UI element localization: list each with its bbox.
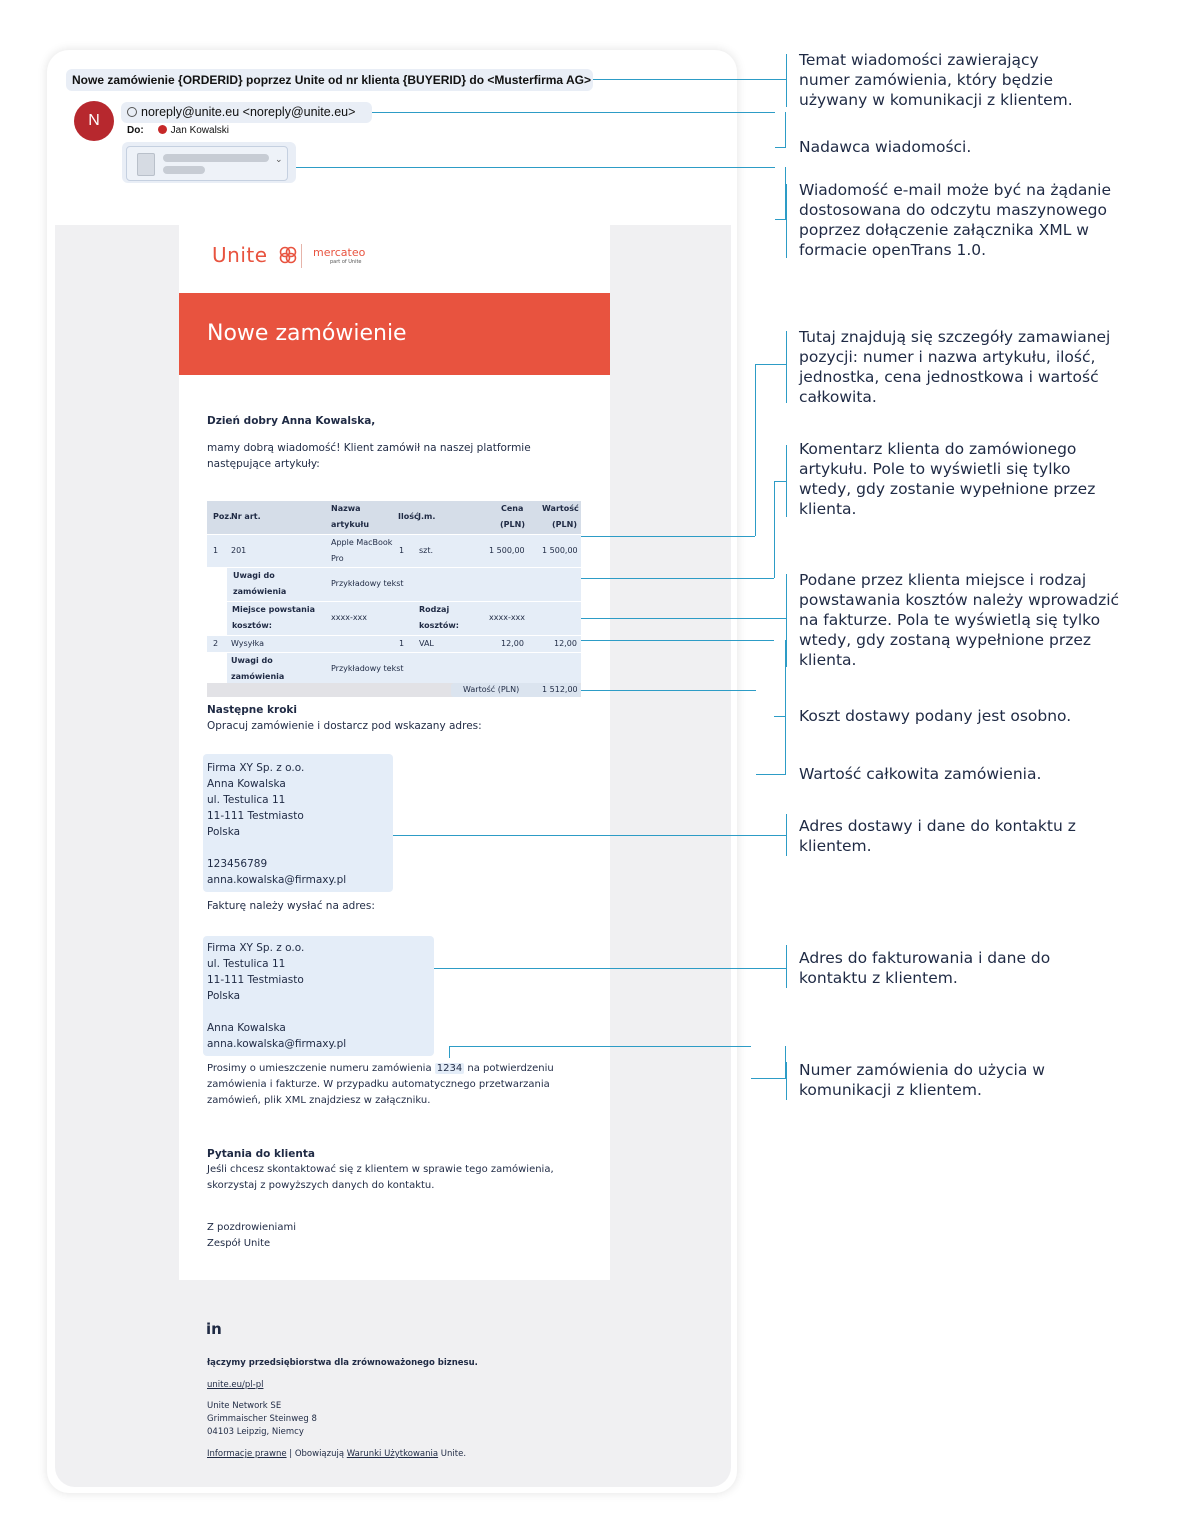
- delivery-phone: 123456789: [207, 858, 268, 870]
- header-jm: J.m.: [418, 512, 436, 521]
- bracket-line: [786, 1062, 787, 1100]
- uwagi2-value: Przykładowy tekst: [331, 664, 404, 673]
- table-total: [207, 683, 581, 697]
- leader-line: [581, 578, 774, 579]
- bracket-line: [786, 445, 787, 517]
- leader-line: [581, 618, 786, 619]
- header-wartosc-1: Wartość: [542, 504, 579, 513]
- invoice-line: ul. Testulica 11: [207, 958, 286, 970]
- leader-line: [581, 640, 774, 641]
- table-row-uwagi: [207, 653, 581, 685]
- legal-end: Unite.: [438, 1449, 467, 1459]
- annotation-line: dostosowana do odczytu maszynowego: [799, 201, 1107, 219]
- delivery-line: Polska: [207, 826, 241, 838]
- header-ilosc: Ilość: [398, 512, 419, 521]
- annotation-line: Numer zamówienia do użycia w: [799, 1061, 1045, 1079]
- bracket-line: [786, 54, 787, 107]
- uwagi1-label-2: zamówienia: [233, 587, 287, 596]
- bracket-line: [786, 814, 787, 856]
- banner: [179, 293, 610, 375]
- bracket-line: [775, 167, 786, 220]
- koszty-miejsce-value: xxxx-xxx: [331, 613, 368, 622]
- row1-nazwa-1: Apple MacBook: [331, 538, 393, 547]
- uwagi2-label-2: zamówienia: [231, 672, 285, 681]
- row2-cena: 12,00: [501, 639, 524, 648]
- invoice-email[interactable]: anna.kowalska@firmaxy.pl: [207, 1038, 347, 1050]
- annotation-line: komunikacji z klientem.: [799, 1081, 982, 1099]
- annotation-line: Adres do fakturowania i dane do: [799, 949, 1051, 967]
- annotation-comment: [799, 439, 1095, 519]
- annotation-line: kontaktu z klientem.: [799, 969, 958, 987]
- attachment-chip[interactable]: [126, 146, 288, 181]
- intro-text: mamy dobrą wiadomość! Klient zamówił na naszej platformie następujące artykuły:: [207, 442, 531, 470]
- footer-tagline: łączymy przedsiębiorstwa dla zrównoważonego biznesu.: [207, 1358, 478, 1368]
- koszty-rodzaj-2: kosztów:: [419, 621, 459, 630]
- annotation-line: artykułu. Pole to wyświetli się tylko: [799, 460, 1071, 478]
- uwagi1-label-1: Uwagi do: [233, 571, 275, 580]
- table-header: [207, 501, 581, 534]
- total-value: 1 512,00: [542, 685, 578, 694]
- leader-line: [755, 364, 756, 536]
- leader-line: [296, 167, 775, 168]
- leader-line: [449, 1046, 751, 1047]
- annotation-line: klienta.: [799, 651, 857, 669]
- delivery-address: [207, 760, 346, 888]
- footer-url-link[interactable]: unite.eu/pl-pl: [207, 1380, 264, 1390]
- chevron-down-icon[interactable]: ⌄: [275, 155, 283, 165]
- koszty-rodzaj-value: xxxx-xxx: [489, 613, 526, 622]
- annotation-item: [799, 327, 1110, 407]
- unite-logo-text: Unite: [212, 243, 268, 267]
- annotation-line: Wiadomość e-mail może być na żądanie: [799, 181, 1112, 199]
- table-row: [207, 535, 581, 567]
- delivery-line: ul. Testulica 11: [207, 794, 286, 806]
- leader-line: [581, 536, 755, 537]
- total-label: Wartość (PLN): [463, 685, 520, 694]
- annotation-subject: [799, 50, 1073, 110]
- unite-logo: [212, 243, 298, 267]
- header-nazwa-1: Nazwa: [331, 504, 361, 513]
- annotation-line: wtedy, gdy zostaną wypełnione przez: [799, 631, 1092, 649]
- mercateo-logo: mercateo: [313, 246, 366, 259]
- presence-dot-icon: [158, 125, 167, 134]
- annotation-line: Tutaj znajdują się szczegóły zamawianej: [799, 328, 1111, 346]
- row1-nazwa-2: Pro: [331, 554, 344, 563]
- footer-street: Grimmaischer Steinweg 8: [207, 1414, 317, 1424]
- leader-line: [774, 481, 786, 482]
- row2-wartosc: 12,00: [554, 639, 577, 648]
- header-nazwa-2: artykułu: [331, 520, 370, 529]
- row1-wartosc: 1 500,00: [542, 546, 578, 555]
- footer-city: 04103 Leipzig, Niemcy: [207, 1427, 304, 1437]
- header-cena-2: (PLN): [500, 520, 525, 529]
- invoice-line: Firma XY Sp. z o.o.: [207, 942, 305, 954]
- leader-line: [774, 481, 775, 578]
- annotation-line: Koszt dostawy podany jest osobno.: [799, 707, 1072, 725]
- annotation-line: wtedy, gdy zostanie wypełnione przez: [799, 480, 1096, 498]
- leader-line: [581, 690, 756, 691]
- header-cena-1: Cena: [501, 504, 524, 513]
- annotation-line: pozycji: numer i nazwa artykułu, ilość,: [799, 348, 1096, 366]
- annotation-order-number: [799, 1060, 1045, 1100]
- annotation-line: Nadawca wiadomości.: [799, 138, 972, 156]
- questions-line: Jeśli chcesz skontaktować się z klientem w sprawie tego zamówienia,: [207, 1164, 554, 1175]
- linkedin-icon[interactable]: in: [206, 1320, 222, 1338]
- attachment[interactable]: [122, 142, 296, 183]
- next-steps-text: Opracuj zamówienie i dostarcz pod wskazany adres:: [207, 720, 482, 732]
- order-note: [207, 1061, 554, 1109]
- closing-signature: Zespół Unite: [207, 1238, 271, 1249]
- delivery-line: 11-111 Testmiasto: [207, 810, 304, 822]
- questions-title: Pytania do klienta: [207, 1148, 315, 1160]
- annotation-costs: [799, 570, 1119, 670]
- bracket-line: [775, 112, 786, 148]
- invoice-contact-name: Anna Kowalska: [207, 1022, 286, 1034]
- annotation-line: formacie openTrans 1.0.: [799, 241, 987, 259]
- next-steps-title: Następne kroki: [207, 704, 297, 716]
- leader-line: [372, 112, 775, 113]
- annotation-line: jednostka, cena jednostkowa i wartość: [799, 368, 1099, 386]
- bracket-line: [786, 331, 787, 403]
- order-note-text-2: na potwierdzeniu: [464, 1063, 554, 1074]
- invoice-line: 11-111 Testmiasto: [207, 974, 304, 986]
- attachment-name-placeholder: [163, 154, 269, 162]
- annotation-line: całkowita.: [799, 388, 877, 406]
- terms-link[interactable]: Warunki Użytkowania: [346, 1449, 439, 1459]
- leader-line: [593, 79, 786, 80]
- header-poz: Poz.: [213, 512, 233, 521]
- row1-ilosc: 1: [399, 546, 405, 555]
- annotation-line: Temat wiadomości zawierający: [799, 51, 1039, 69]
- order-note-line: zamówienia i fakturze. W przypadku automatycznego przetwarzania: [207, 1079, 550, 1090]
- bracket-line: [786, 184, 787, 258]
- annotation-shipping: [799, 706, 1071, 726]
- delivery-email[interactable]: anna.kowalska@firmaxy.pl: [207, 874, 347, 886]
- table-row-uwagi: [207, 568, 581, 601]
- order-note-line: zamówień, plik XML znajdziesz w załączniku.: [207, 1095, 431, 1106]
- leader-line: [449, 1046, 450, 1058]
- row1-cena: 1 500,00: [489, 546, 525, 555]
- attachment-size-placeholder: [163, 166, 205, 174]
- annotation-line: numer zamówienia, który będzie: [799, 71, 1054, 89]
- unite-logo-icon: [278, 245, 298, 265]
- sender-text: noreply@unite.eu <noreply@unite.eu>: [141, 105, 356, 119]
- uwagi2-label-1: Uwagi do: [231, 656, 273, 665]
- annotation-line: Adres dostawy i dane do kontaktu z: [799, 817, 1076, 835]
- closing: [207, 1220, 296, 1252]
- row1-jm: szt.: [419, 546, 434, 555]
- legal-link[interactable]: Informacje prawne: [207, 1449, 287, 1459]
- annotation-line: klienta.: [799, 500, 857, 518]
- row2-jm: VAL: [419, 639, 434, 648]
- mercateo-logo-sub: part of Unite: [330, 259, 362, 265]
- greeting: Dzień dobry Anna Kowalska,: [207, 415, 376, 427]
- bracket-line: [756, 690, 786, 775]
- recipient-line: [127, 125, 229, 136]
- leader-line: [755, 364, 786, 365]
- bracket-line: [751, 1046, 786, 1079]
- row2-nr: Wysyłka: [231, 639, 265, 648]
- questions-text: [207, 1162, 554, 1194]
- sender-address[interactable]: [121, 102, 372, 123]
- annotation-line: na fakturze. Pola te wyświetlą się tylko: [799, 611, 1101, 629]
- status-ring-icon: [127, 107, 137, 117]
- uwagi1-value: Przykładowy tekst: [331, 579, 404, 588]
- table-row: [207, 636, 581, 652]
- sender-avatar[interactable]: N: [74, 101, 114, 141]
- delivery-line: Anna Kowalska: [207, 778, 286, 790]
- invoice-line: [207, 1004, 346, 1020]
- annotation-attachment: [799, 180, 1111, 260]
- email-subject: Nowe zamówienie {ORDERID} poprzez Unite od nr klienta {BUYERID} do <Musterfirma AG>: [66, 69, 593, 91]
- footer-address: [207, 1400, 317, 1439]
- bracket-line: [786, 945, 787, 988]
- recipient-name[interactable]: Jan Kowalski: [170, 125, 230, 136]
- koszty-rodzaj-1: Rodzaj: [419, 605, 450, 614]
- footer-company: Unite Network SE: [207, 1401, 282, 1411]
- annotation-delivery: [799, 816, 1076, 856]
- invoice-line: Polska: [207, 990, 241, 1002]
- annotation-line: używany w komunikacji z klientem.: [799, 91, 1073, 109]
- row2-ilosc: 1: [399, 639, 405, 648]
- file-icon: [137, 153, 155, 176]
- annotation-line: Podane przez klienta miejsce i rodzaj: [799, 571, 1087, 589]
- logo-divider: [301, 244, 302, 268]
- legal-separator: | Obowiązują: [286, 1449, 347, 1459]
- bracket-line: [786, 574, 787, 667]
- table-row-koszty: [207, 602, 581, 635]
- banner-title: Nowe zamówienie: [207, 321, 407, 346]
- annotation-line: Komentarz klienta do zamówionego: [799, 440, 1077, 458]
- email-content: [179, 225, 610, 1280]
- annotation-line: klientem.: [799, 837, 872, 855]
- invoice-address: [207, 940, 346, 1052]
- annotation-invoice: [799, 948, 1050, 988]
- questions-line: skorzystaj z powyższych danych do kontaktu.: [207, 1180, 435, 1191]
- header-nr: Nr art.: [231, 512, 261, 521]
- row1-nr: 201: [231, 546, 247, 555]
- annotation-total: [799, 764, 1041, 784]
- annotation-sender: [799, 137, 971, 157]
- order-number: 1234: [436, 1063, 463, 1074]
- delivery-line: Firma XY Sp. z o.o.: [207, 762, 305, 774]
- to-label: Do:: [127, 125, 144, 136]
- koszty-miejsce-2: kosztów:: [232, 621, 272, 630]
- row1-poz: 1: [213, 546, 219, 555]
- row2-poz: 2: [213, 639, 219, 648]
- leader-line: [434, 968, 786, 969]
- footer-legal: [207, 1448, 466, 1461]
- leader-line: [393, 835, 786, 836]
- delivery-line: [207, 840, 346, 856]
- order-note-text: Prosimy o umieszczenie numeru zamówienia: [207, 1063, 435, 1074]
- header-wartosc-2: (PLN): [552, 520, 577, 529]
- invoice-intro: Fakturę należy wysłać na adres:: [207, 900, 375, 912]
- annotation-line: powstawania kosztów należy wprowadzić: [799, 591, 1120, 609]
- koszty-miejsce-1: Miejsce powstania: [232, 605, 316, 614]
- annotation-line: Wartość całkowita zamówienia.: [799, 765, 1042, 783]
- annotation-line: poprzez dołączenie załącznika XML w: [799, 221, 1089, 239]
- closing-line: Z pozdrowieniami: [207, 1222, 296, 1233]
